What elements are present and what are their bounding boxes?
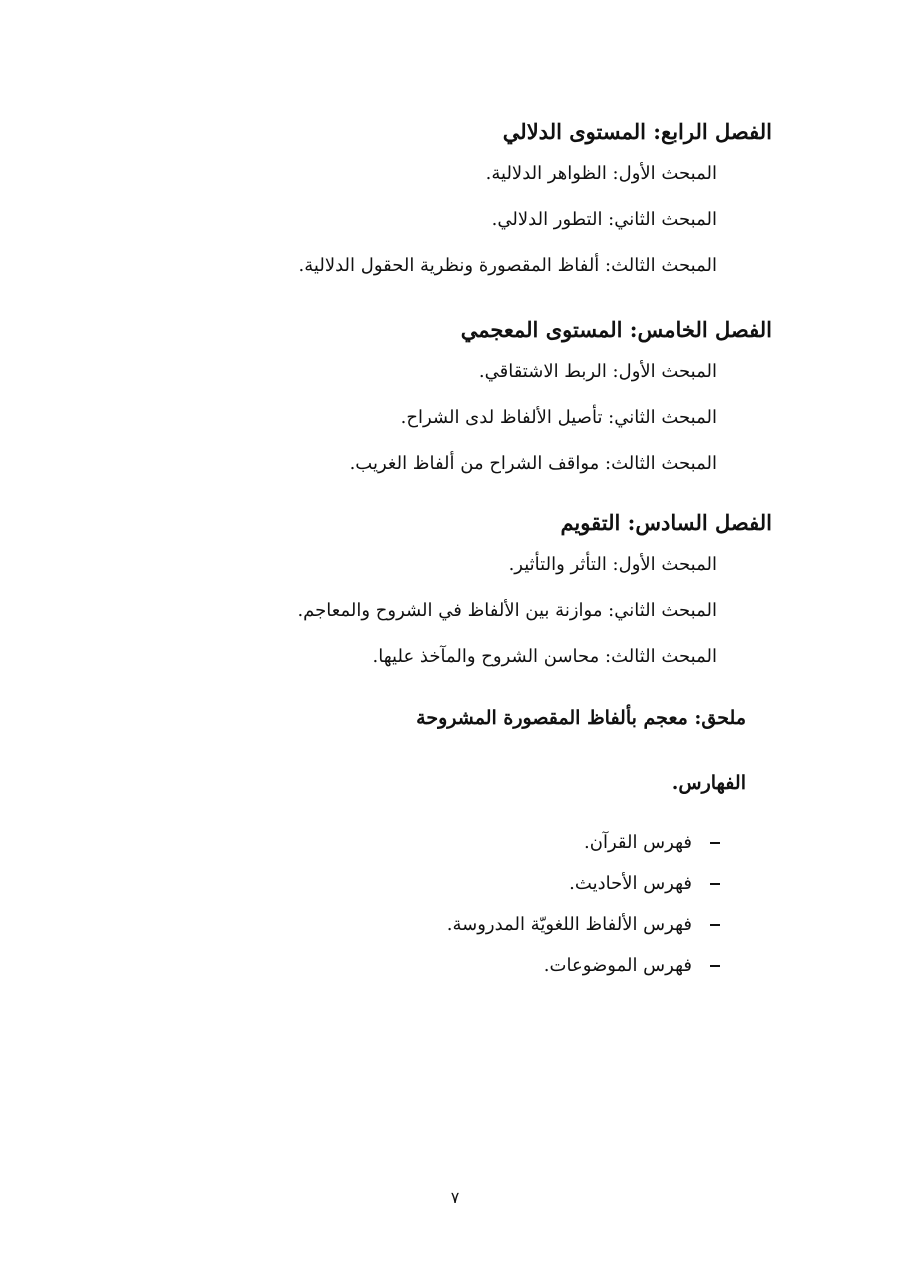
section-item: المبحث الثالث: ألفاظ المقصورة ونظرية الحقول الدلالية. bbox=[298, 255, 717, 276]
dash-bullet bbox=[710, 965, 720, 967]
chapter-5 bbox=[132, 313, 772, 487]
chapter-title: الفصل السادس: التقويم bbox=[560, 510, 772, 535]
chapter-6 bbox=[132, 506, 772, 680]
chapter-4 bbox=[132, 115, 772, 289]
index-item bbox=[447, 863, 720, 904]
section-item: المبحث الثالث: محاسن الشروح والمآخذ عليها. bbox=[372, 646, 717, 667]
index-label: فهرس القرآن. bbox=[584, 832, 692, 853]
index-item bbox=[447, 945, 720, 986]
dash-bullet bbox=[710, 924, 720, 926]
chapter-title: الفصل الخامس: المستوى المعجمي bbox=[460, 317, 772, 342]
section-item: المبحث الثاني: تأصيل الألفاظ لدى الشراح. bbox=[400, 407, 717, 428]
section-item: المبحث الأول: الظواهر الدلالية. bbox=[485, 163, 717, 184]
section-item: المبحث الثالث: مواقف الشراح من ألفاظ الغريب. bbox=[349, 453, 717, 474]
section-item: المبحث الثاني: التطور الدلالي. bbox=[491, 209, 717, 230]
chapter-title: الفصل الرابع: المستوى الدلالي bbox=[502, 119, 772, 144]
section-item: المبحث الأول: الربط الاشتقاقي. bbox=[478, 361, 717, 382]
section-item: المبحث الأول: التأثر والتأثير. bbox=[508, 554, 717, 575]
index-label: فهرس الموضوعات. bbox=[543, 955, 692, 976]
index-label: فهرس الأحاديث. bbox=[569, 873, 692, 894]
indexes-heading: الفهارس. bbox=[671, 772, 746, 794]
index-item bbox=[447, 904, 720, 945]
index-label: فهرس الألفاظ اللغويّة المدروسة. bbox=[446, 914, 692, 935]
indexes-list bbox=[447, 822, 720, 986]
index-item bbox=[447, 822, 720, 863]
page-number: ٧ bbox=[450, 1188, 460, 1207]
section-item: المبحث الثاني: موازنة بين الألفاظ في الشروح والمعاجم. bbox=[297, 600, 717, 621]
dash-bullet bbox=[710, 842, 720, 844]
dash-bullet bbox=[710, 883, 720, 885]
appendix-heading: ملحق: معجم بألفاظ المقصورة المشروحة bbox=[416, 707, 746, 729]
